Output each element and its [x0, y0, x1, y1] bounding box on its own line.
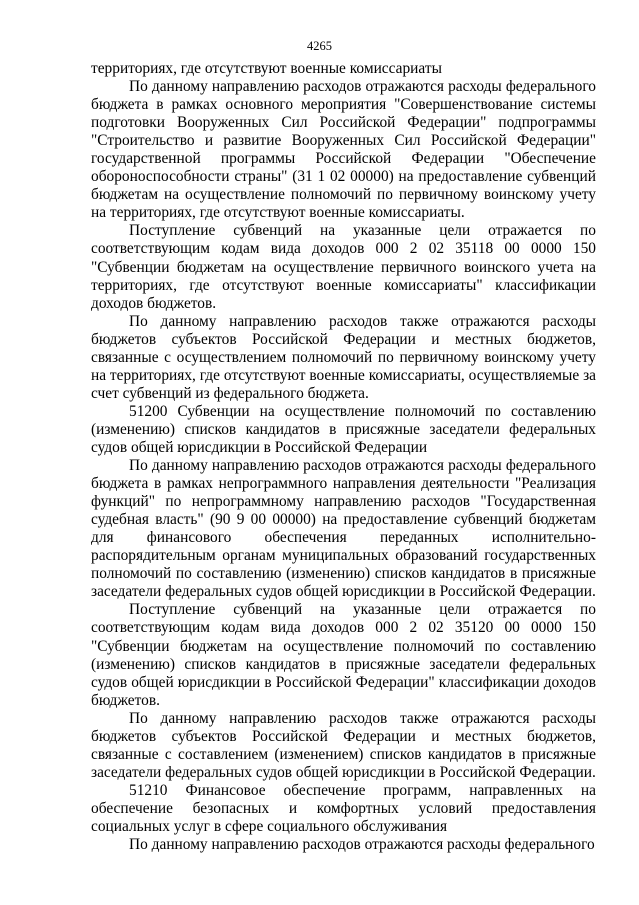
paragraph: По данному направлению расходов также отражаются расходы бюджетов субъектов Российской Федерации и местных бюджетов, связанные с составлением (изменением) списков кандидатов в присяжные заседатели федеральных судов общей юрисдикции в Российской Федерации.: [91, 709, 596, 781]
paragraph: 51210 Финансовое обеспечение программ, направленных на обеспечение безопасных и комфортных условий предоставления социальных услуг в сфере социального обслуживания: [91, 781, 596, 835]
paragraph: 51200 Субвенции на осуществление полномочий по составлению (изменению) списков кандидатов в присяжные заседатели федеральных судов общей юрисдикции в Российской Федерации: [91, 402, 596, 456]
paragraph: По данному направлению расходов отражаются расходы федерального: [129, 836, 595, 854]
document-body: [91, 60, 596, 854]
paragraph: По данному направлению расходов отражаются расходы федерального бюджета в рамках основного мероприятия "Совершенствование системы подготовки Вооруженных Сил Российской Федерации" подпрограммы "Строительство и развитие Вооруженных Сил Российской Федерации" государственной программы Российской Федерации "Обеспечение обороноспособности страны" (31 1 02 00000) на предоставление субвенций бюджетам на осуществление полномочий по первичному воинскому учету на территориях, где отсутствуют военные комиссариаты.: [91, 78, 596, 222]
paragraph: По данному направлению расходов также отражаются расходы бюджетов субъектов Российской Федерации и местных бюджетов, связанные с осуществлением полномочий по первичному воинскому учету на территориях, где отсутствуют военные комиссариаты, осуществляемые за счет субвенций из федерального бюджета.: [91, 312, 596, 402]
paragraph: Поступление субвенций на указанные цели отражается по соответствующим кодам вида доходов 000 2 02 35120 00 0000 150 "Субвенции бюджетам на осуществление полномочий по составлению (изменению) списков кандидатов в присяжные заседатели федеральных судов общей юрисдикции в Российской Федерации" классификации доходов бюджетов.: [91, 601, 596, 709]
page-number: 4265: [307, 39, 332, 53]
paragraph: территориях, где отсутствуют военные комиссариаты: [91, 60, 442, 77]
paragraph: Поступление субвенций на указанные цели отражается по соответствующим кодам вида доходов 000 2 02 35118 00 0000 150 "Субвенции бюджетам на осуществление первичного воинского учета на территориях, где отсутствуют военные комиссариаты" классификации доходов бюджетов.: [91, 222, 596, 312]
paragraph: По данному направлению расходов отражаются расходы федерального бюджета в рамках непрограммного направления деятельности "Реализация функций" по непрограммному направлению расходов "Государственная судебная власть" (90 9 00 00000) на предоставление субвенций бюджетам для финансового обеспечения переданных исполнительно-распорядительным органам муниципальных образований государственных полномочий по составлению (изменению) списков кандидатов в присяжные заседатели федеральных судов общей юрисдикции в Российской Федерации.: [91, 457, 596, 601]
